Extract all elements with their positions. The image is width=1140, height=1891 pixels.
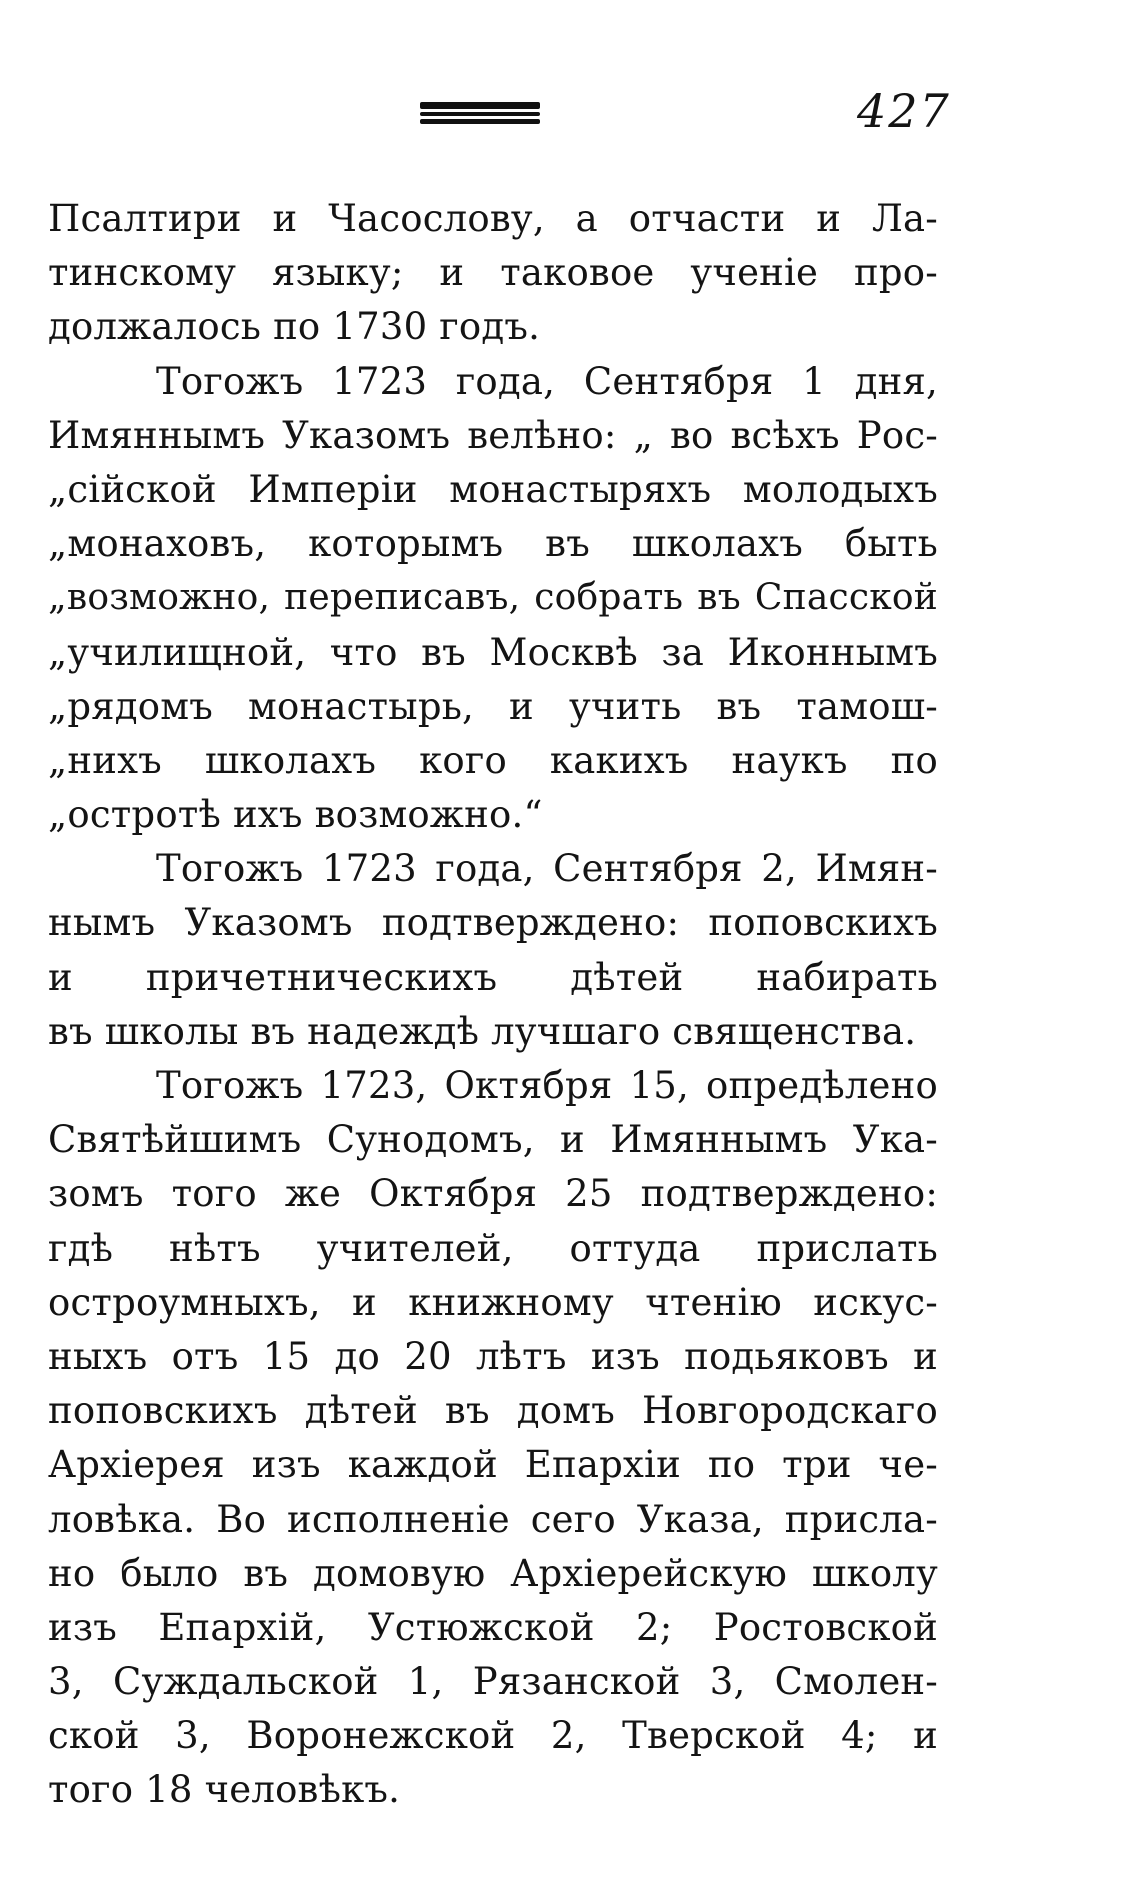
text-line: „остротѣ ихъ возможно.“ [48,793,543,837]
text-line: Святѣйшимъ Сунодомъ, и Имяннымъ Ука- [48,1118,938,1162]
text-line: „сiйской Имперiи монастыряхъ молодыхъ [48,467,938,511]
text-line: въ школы въ надеждѣ лучшаго священства. [48,1009,917,1053]
text-line: изъ Епархiй, Устюжской 2; Ростовской [48,1605,938,1649]
text-line: остроумныхъ, и книжному чтенiю искус- [48,1280,938,1324]
paragraph-first-line: Тогожъ 1723 года, Сентября 2, Имян- [156,847,938,891]
text-line: ловѣка. Во исполненіе сего Указа, присла- [48,1497,938,1541]
text-line: ской 3, Воронежской 2, Тверской 4; и [48,1714,938,1758]
paragraph-first-line: Тогожъ 1723 года, Сентября 1 дня, [156,359,938,403]
page-number: 427 [857,84,951,138]
text-line: 3, Суждальской 1, Рязанской 3, Смолен- [48,1660,938,1704]
text-line: но было въ домовую Архiерейскую школу [48,1551,938,1595]
text-line: Псалтири и Часослову, а отчасти и Ла- [48,197,938,240]
text-line: зомъ того же Октября 25 подтверждено: [48,1172,938,1216]
text-line: „возможно, переписавъ, собрать въ Спасской [48,577,938,619]
text-line: того 18 человѣкъ. [48,1768,401,1812]
ornament-bar [420,102,540,109]
ornament-bar [420,119,540,124]
text-line: „монаховъ, которымъ въ школахъ быть [48,522,938,566]
text-line: „нихъ школахъ кого какихъ наукъ по [48,738,938,782]
text-line: гдѣ нѣтъ учителей, оттуда прислать [48,1226,938,1270]
ornament-bar [420,112,540,116]
text-line: поповскихъ дѣтей въ домъ Новгородскаго [48,1389,938,1433]
text-line: тинскому языку; и таковое ученіе про- [48,251,938,295]
text-line: „рядомъ монастырь, и учить въ тамош- [48,684,938,728]
text-line: Архiерея изъ каждой Епархiи по три че- [48,1443,938,1487]
paragraph-first-line: Тогожъ 1723, Октября 15, опредѣлено [156,1064,938,1107]
text-line: должалось по 1730 годъ. [48,305,541,349]
text-line: нымъ Указомъ подтверждено: поповскихъ [48,901,938,945]
text-line: „училищной, что въ Москвѣ за Иконнымъ [48,630,938,674]
text-line: Имяннымъ Указомъ велѣно: „ во всѣхъ Рос- [48,413,938,457]
header-ornament-rule [420,102,540,124]
body-text [48,192,938,1818]
text-line: и причетническихъ дѣтей набирать [48,955,938,999]
text-line: ныхъ отъ 15 до 20 лѣтъ изъ подьяковъ и [48,1334,938,1378]
